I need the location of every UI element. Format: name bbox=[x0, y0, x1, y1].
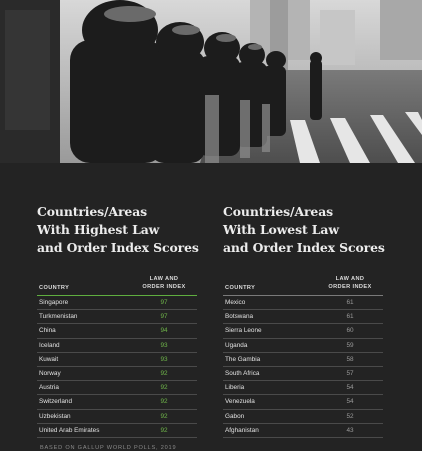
country-name: Liberia bbox=[225, 384, 245, 392]
highest-scores-panel bbox=[37, 203, 197, 438]
table-row bbox=[37, 424, 197, 438]
column-country: COUNTRY bbox=[225, 285, 256, 291]
score-value: 92 bbox=[160, 412, 168, 420]
table-row bbox=[37, 339, 197, 353]
table-row bbox=[37, 395, 197, 409]
country-name: Mexico bbox=[225, 299, 246, 306]
country-name: Kuwait bbox=[39, 355, 59, 363]
score-value: 61 bbox=[346, 313, 354, 321]
score-value: 93 bbox=[160, 341, 168, 349]
score-value: 52 bbox=[346, 412, 354, 420]
country-name: Gabon bbox=[225, 412, 245, 420]
country-name: The Gambia bbox=[225, 355, 261, 363]
score-value: 92 bbox=[160, 384, 168, 392]
country-name: Botswana bbox=[225, 313, 254, 321]
score-value: 92 bbox=[160, 369, 168, 377]
table-row bbox=[223, 339, 383, 353]
score-value: 59 bbox=[346, 341, 354, 349]
table-row bbox=[37, 324, 197, 338]
country-name: Iceland bbox=[39, 341, 60, 349]
table-row bbox=[37, 381, 197, 395]
score-value: 93 bbox=[160, 355, 168, 363]
table-row bbox=[223, 324, 383, 338]
score-value: 94 bbox=[160, 327, 168, 335]
column-country: COUNTRY bbox=[39, 285, 70, 291]
table-row bbox=[223, 296, 383, 310]
country-name: Sierra Leone bbox=[225, 327, 262, 335]
score-value: 43 bbox=[346, 426, 354, 434]
score-value: 57 bbox=[346, 369, 354, 377]
score-value: 58 bbox=[346, 355, 354, 363]
header-photo bbox=[0, 0, 422, 163]
country-name: Venezuela bbox=[225, 398, 255, 406]
highest-scores-table bbox=[37, 296, 197, 438]
country-name: United Arab Emirates bbox=[39, 426, 100, 434]
table-row bbox=[37, 353, 197, 367]
riot-police-photo bbox=[0, 0, 422, 163]
lowest-scores-table bbox=[223, 296, 383, 438]
score-value: 61 bbox=[346, 299, 354, 306]
column-score: LAW AND ORDER INDEX bbox=[142, 276, 186, 290]
source-footnote: BASED ON GALLUP WORLD POLLS, 2019 bbox=[40, 445, 177, 451]
score-value: 54 bbox=[346, 384, 354, 392]
table-row bbox=[223, 353, 383, 367]
column-score: LAW AND ORDER INDEX bbox=[328, 276, 372, 290]
table-header bbox=[223, 268, 383, 295]
country-name: China bbox=[39, 327, 56, 335]
table-row bbox=[223, 424, 383, 438]
table-row bbox=[223, 381, 383, 395]
table-header bbox=[37, 268, 197, 295]
lowest-scores-title: Countries/Areas With Lowest Law and Order Index Scores bbox=[223, 204, 385, 255]
score-value: 60 bbox=[346, 327, 354, 335]
country-name: Switzerland bbox=[39, 398, 73, 406]
country-name: South Africa bbox=[225, 369, 260, 377]
lowest-scores-panel bbox=[223, 203, 383, 438]
table-row bbox=[37, 310, 197, 324]
country-name: Uganda bbox=[225, 341, 248, 349]
score-value: 92 bbox=[160, 398, 168, 406]
highest-scores-title: Countries/Areas With Highest Law and Order Index Scores bbox=[37, 204, 199, 255]
score-value: 97 bbox=[160, 299, 168, 306]
table-row bbox=[37, 367, 197, 381]
table-row bbox=[37, 410, 197, 424]
score-value: 97 bbox=[160, 313, 168, 321]
score-value: 54 bbox=[346, 398, 354, 406]
country-name: Norway bbox=[39, 369, 61, 377]
content-area bbox=[0, 163, 422, 451]
score-value: 92 bbox=[160, 426, 168, 434]
country-name: Singapore bbox=[39, 299, 69, 306]
table-row bbox=[223, 410, 383, 424]
country-name: Austria bbox=[39, 384, 59, 392]
table-row bbox=[37, 296, 197, 310]
country-name: Uzbekistan bbox=[39, 412, 71, 420]
table-row bbox=[223, 367, 383, 381]
table-row bbox=[223, 310, 383, 324]
country-name: Turkmenistan bbox=[39, 313, 78, 321]
table-row bbox=[223, 395, 383, 409]
country-name: Afghanistan bbox=[225, 426, 259, 434]
